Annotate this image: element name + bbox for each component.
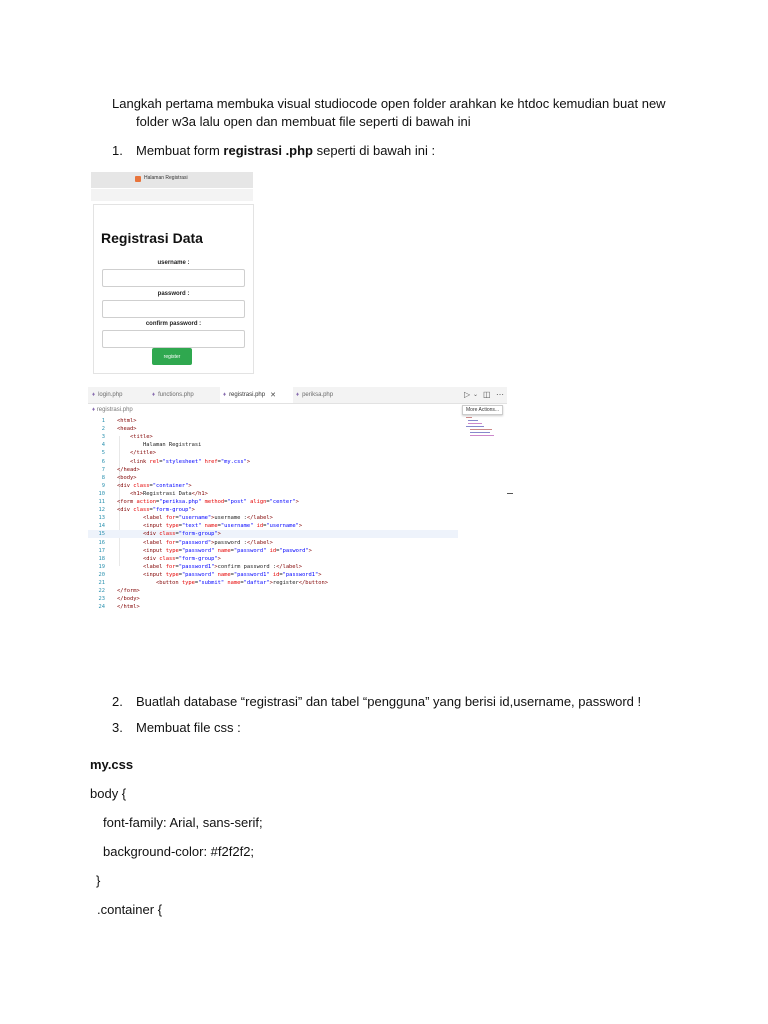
chevron-down-icon[interactable]: ⌄ — [473, 392, 479, 398]
editor-screenshot — [88, 387, 507, 682]
code-line[interactable] — [88, 555, 458, 563]
close-icon[interactable]: ✕ — [270, 392, 276, 399]
php-file-icon: ♦ — [92, 407, 96, 413]
scrollbar-marker — [507, 493, 513, 494]
code-line[interactable] — [88, 530, 458, 538]
code-line[interactable] — [88, 425, 458, 433]
php-file-icon: ♦ — [152, 392, 156, 398]
php-file-icon: ♦ — [223, 392, 227, 398]
step-1-bold: registrasi .php — [223, 143, 313, 158]
line-number: 5 — [101, 450, 105, 457]
browser-tab-title[interactable]: Halaman Registrasi — [144, 175, 188, 181]
code-text: <div class="form-group"> — [142, 531, 221, 538]
tab-login-label: login.php — [98, 392, 123, 398]
line-number: 14 — [98, 523, 105, 530]
step-3-text: Membuat file css : — [136, 720, 241, 735]
line-number: 24 — [98, 604, 105, 611]
code-text: <h1>Registrasi Data</h1> — [129, 490, 208, 497]
split-editor-icon[interactable]: ◫ — [483, 390, 491, 399]
css-line-5: .container { — [97, 902, 163, 917]
code-text: <div class="form-group"> — [117, 507, 195, 514]
step-3-number: 3. — [112, 720, 123, 735]
tab-login[interactable] — [90, 387, 150, 403]
css-line-1: body { — [90, 786, 127, 801]
code-line[interactable] — [88, 482, 458, 490]
username-label: username : — [157, 260, 190, 266]
css-line-3: background-color: #f2f2f2; — [103, 844, 255, 859]
step-2-number: 2. — [112, 694, 123, 709]
code-line[interactable] — [88, 579, 458, 587]
code-text: <div class="container"> — [117, 482, 192, 489]
code-line[interactable] — [88, 514, 458, 522]
favicon-icon — [135, 176, 141, 182]
line-number: 21 — [98, 580, 105, 586]
line-number: 7 — [101, 466, 105, 473]
page-heading: Registrasi Data — [101, 230, 203, 246]
breadcrumb-file: registrasi.php — [96, 407, 133, 413]
code-text: <form action="periksa.php" method="post" align="center"> — [117, 499, 299, 505]
line-number: 9 — [101, 482, 105, 489]
line-number: 12 — [98, 507, 105, 514]
code-line[interactable] — [88, 441, 458, 449]
intro-line-1: Langkah pertama membuka visual studiocode open folder arahkan ke htdoc kemudian buat new — [112, 96, 666, 111]
code-text: </head> — [117, 466, 140, 473]
registration-page — [93, 204, 254, 374]
tab-periksa[interactable] — [294, 387, 358, 403]
more-actions-tooltip: More Actions... — [462, 405, 503, 415]
code-text: </body> — [117, 596, 140, 603]
register-button[interactable]: register — [152, 348, 192, 365]
code-text: <body> — [117, 474, 137, 481]
line-number: 8 — [101, 474, 105, 481]
code-line[interactable] — [88, 433, 458, 441]
run-icon[interactable]: ▷ — [464, 390, 471, 399]
code-line[interactable] — [88, 539, 458, 547]
code-line[interactable] — [88, 458, 458, 466]
code-text: <input type="password" name="password" id="pasword"> — [142, 547, 312, 554]
code-text: <label for="username">username :</label> — [142, 515, 273, 522]
code-text: <label for="password1">confirm password :</label> — [142, 563, 303, 570]
line-number: 23 — [98, 596, 105, 603]
line-number: 2 — [101, 426, 105, 433]
line-number: 6 — [101, 458, 105, 465]
line-number: 13 — [98, 515, 105, 522]
step-1-text — [136, 143, 435, 158]
code-text: <title> — [129, 434, 153, 441]
username-input[interactable] — [102, 269, 245, 287]
more-actions-icon[interactable]: ⋯ — [496, 390, 504, 399]
css-filename: my.css — [90, 757, 134, 772]
minimap[interactable] — [466, 417, 496, 439]
line-number: 1 — [101, 418, 105, 424]
line-number: 20 — [98, 571, 105, 578]
code-line[interactable] — [88, 603, 458, 611]
confirm-password-input[interactable] — [102, 330, 245, 348]
confirm-password-label: confirm password : — [145, 321, 202, 327]
php-file-icon: ♦ — [296, 392, 300, 398]
line-number: 22 — [98, 588, 105, 595]
code-line[interactable] — [88, 498, 458, 506]
step-2-text: Buatlah database “registrasi” dan tabel “pengguna” yang berisi id,username, password ! — [136, 694, 642, 709]
code-line[interactable] — [88, 417, 458, 425]
browser-screenshot — [91, 172, 253, 372]
code-text: <html> — [117, 418, 137, 424]
code-text: <input type="text" name="username" id="username"> — [142, 523, 303, 530]
code-text: <div class="form-group"> — [142, 555, 221, 562]
password-label: password : — [157, 291, 190, 297]
breadcrumb[interactable] — [92, 407, 133, 413]
browser-toolbar — [91, 189, 253, 201]
editor-tab-bar — [88, 387, 507, 404]
code-line[interactable] — [88, 474, 458, 482]
code-line[interactable] — [88, 571, 458, 579]
code-text: <head> — [117, 426, 137, 433]
code-line[interactable] — [88, 547, 458, 555]
code-line[interactable] — [88, 490, 458, 498]
step-1-number: 1. — [112, 143, 123, 158]
php-file-icon: ♦ — [92, 392, 96, 398]
step-1-post: seperti di bawah ini : — [313, 143, 436, 158]
css-line-4: } — [96, 873, 101, 888]
tab-periksa-label: periksa.php — [302, 392, 334, 398]
line-number: 18 — [98, 555, 105, 562]
line-number: 4 — [101, 442, 105, 449]
code-text: </html> — [117, 604, 140, 611]
line-number: 15 — [98, 531, 105, 538]
code-line[interactable] — [88, 587, 458, 595]
code-text: <input type="password" name="password1" id="password1"> — [142, 571, 322, 578]
tab-functions[interactable] — [150, 387, 220, 403]
line-number: 11 — [98, 499, 105, 505]
code-text: </title> — [129, 450, 156, 457]
password-input[interactable] — [102, 300, 245, 318]
line-number: 16 — [98, 539, 105, 546]
tab-functions-label: functions.php — [158, 392, 194, 398]
step-1-pre: Membuat form — [136, 143, 224, 158]
code-line[interactable] — [88, 563, 458, 571]
tab-registrasi-label: registrasi.php — [229, 392, 266, 398]
code-text: <label for="password">password :</label> — [142, 539, 273, 546]
code-text: Halaman Registrasi — [117, 442, 202, 449]
code-text: </form> — [117, 588, 140, 595]
tab-registrasi[interactable] — [220, 387, 293, 403]
line-number: 10 — [98, 490, 105, 497]
line-number: 3 — [101, 434, 105, 441]
code-line[interactable] — [88, 595, 458, 603]
code-line[interactable] — [88, 506, 458, 514]
code-line[interactable] — [88, 522, 458, 530]
line-number: 17 — [98, 547, 105, 554]
code-line[interactable] — [88, 449, 458, 457]
code-text: <button type="submit" name="daftar">register</button> — [155, 580, 329, 586]
line-number: 19 — [98, 563, 105, 570]
intro-line-2: folder w3a lalu open dan membuat file seperti di bawah ini — [136, 114, 471, 129]
browser-tab-bar — [91, 172, 253, 188]
css-line-2: font-family: Arial, sans-serif; — [103, 815, 263, 830]
code-line[interactable] — [88, 466, 458, 474]
code-text: <link rel="stylesheet" href="my.css"> — [129, 458, 251, 465]
